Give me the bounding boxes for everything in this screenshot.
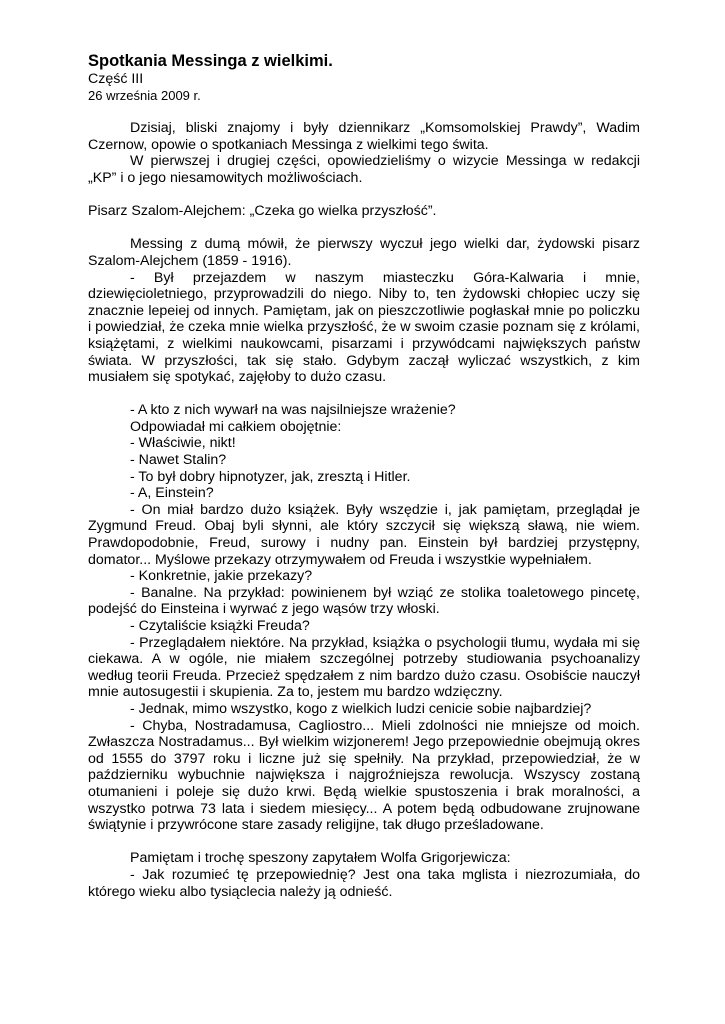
- article-part: Część III: [88, 71, 144, 87]
- dialogue-line-3: - Właściwie, nikt!: [130, 435, 236, 452]
- dialogue-line-6: - A, Einstein?: [130, 485, 214, 502]
- section-heading: Pisarz Szalom-Alejchem: „Czeka go wielka przyszłość”.: [88, 203, 437, 220]
- dialogue-line-12: - Jednak, mimo wszystko, kogo z wielkich ludzi cenicie sobie najbardziej?: [130, 700, 592, 717]
- closing-paragraph-1: Pamiętam i trochę speszony zapytałem Wolfa Grigorjewicza:: [130, 850, 511, 867]
- document-page: [88, 52, 640, 900]
- spacer: [88, 834, 640, 851]
- dialogue-line-7: - On miał bardzo dużo książek. Były wszędzie i, jak pamiętam, przeglądał je Zygmund Freud. Obaj byli słynni, ale który szczycił się większą sławą, nie wiem. Prawdopodobnie, Freud, surowy i nudny pan. Einstein był bardziej przystępny, domator... Myślowe przekazy otrzymywałem od Freuda i wszystkie wypełniałem.: [88, 501, 640, 568]
- article-date: 26 września 2009 r.: [88, 87, 201, 103]
- story-paragraph-2: - Był przejazdem w naszym miasteczku Góra-Kalwaria i mnie, dziewięcioletniego, przyprowadzili do niego. Niby to, ten żydowski chłopiec uczy się znacznie lepeiej od innych. Pamiętam, jak on pieszczotliwie pogłaskał mnie po policzku i powiedział, że czeka mnie wielka przyszłość, że w swoim czasie poznam się z królami, książętami, z wielkimi naukowcami, pisarzami i przywódcami największych państw świata. W przyszłości, tak się stało. Gdybym zaczął wyliczać wszystkich, z kim musiałem się spotykać, zajęłoby to dużo czasu.: [88, 269, 640, 386]
- story-paragraph-1: Messing z dumą mówił, że pierwszy wyczuł jego wielki dar, żydowski pisarz Szalom-Alejchem (1859 - 1916).: [88, 236, 640, 269]
- closing-paragraph-2: - Jak rozumieć tę przepowiednię? Jest ona taka mglista i niezrozumiała, do którego wieku albo tysiąclecia należy ją odnieść.: [88, 866, 640, 900]
- spacer: [88, 104, 640, 121]
- dialogue-line-11: - Przeglądałem niektóre. Na przykład, książka o psychologii tłumu, wydała mi się ciekawa. A w ogóle, nie miałem szczególnej potrzeby studiowania psychoanalizy według teorii Freuda. Przecież spędzałem z nim bardzo dużo czasu. Osobiście nauczył mnie autosugestii i skupienia. Za to, jestem mu bardzo wdzięczny.: [88, 634, 640, 701]
- dialogue-line-9: - Banalne. Na przykład: powinienem był wziąć ze stolika toaletowego pincetę, podejść do Einsteina i wyrwać z jego wąsów trzy włoski.: [88, 584, 640, 618]
- intro-paragraph-1: Dzisiaj, bliski znajomy i były dziennikarz „Komsomolskiej Prawdy”, Wadim Czernow, opowie o spotkaniach Messinga z wielkimi tego świta.: [88, 120, 640, 153]
- dialogue-line-4: - Nawet Stalin?: [130, 452, 227, 469]
- spacer: [88, 220, 640, 237]
- dialogue-line-8: - Konkretnie, jakie przekazy?: [130, 568, 313, 585]
- dialogue-line-13: - Chyba, Nostradamusa, Cagliostro... Mieli zdolności nie mniejsze od moich. Zwłaszcza Nostradamus... Był wielkim wizjonerem! Jego przepowiednie obejmują okres od 1555 do 3797 roku i liczne już się spełniły. Na przykład, przepowiedział, że w październiku wybuchnie największa i najgroźniejsza rewolucja. Wszyscy zostaną otumanieni i poleje się dużo krwi. Będą wielkie spustoszenia i brak moralności, a wszystko potrwa 73 lata i siedem miesięcy... A potem będą odbudowane zrujnowane świątynie i przywrócone stare zasady religijne, tak długo prześladowane.: [88, 717, 640, 834]
- intro-paragraph-2: W pierwszej i drugiej części, opowiedzieliśmy o wizycie Messinga w redakcji „KP” i o jego niesamowitych możliwościach.: [88, 153, 640, 186]
- spacer: [88, 386, 640, 403]
- article-title: Spotkania Messinga z wielkimi.: [88, 52, 333, 70]
- spacer: [88, 187, 640, 204]
- dialogue-line-1: - A kto z nich wywarł na was najsilniejsze wrażenie?: [130, 402, 456, 419]
- dialogue-line-10: - Czytaliście książki Freuda?: [130, 618, 310, 634]
- dialogue-line-2: Odpowiadał mi całkiem obojętnie:: [130, 418, 342, 435]
- dialogue-line-5: - To był dobry hipnotyzer, jak, zresztą i Hitler.: [130, 468, 411, 485]
